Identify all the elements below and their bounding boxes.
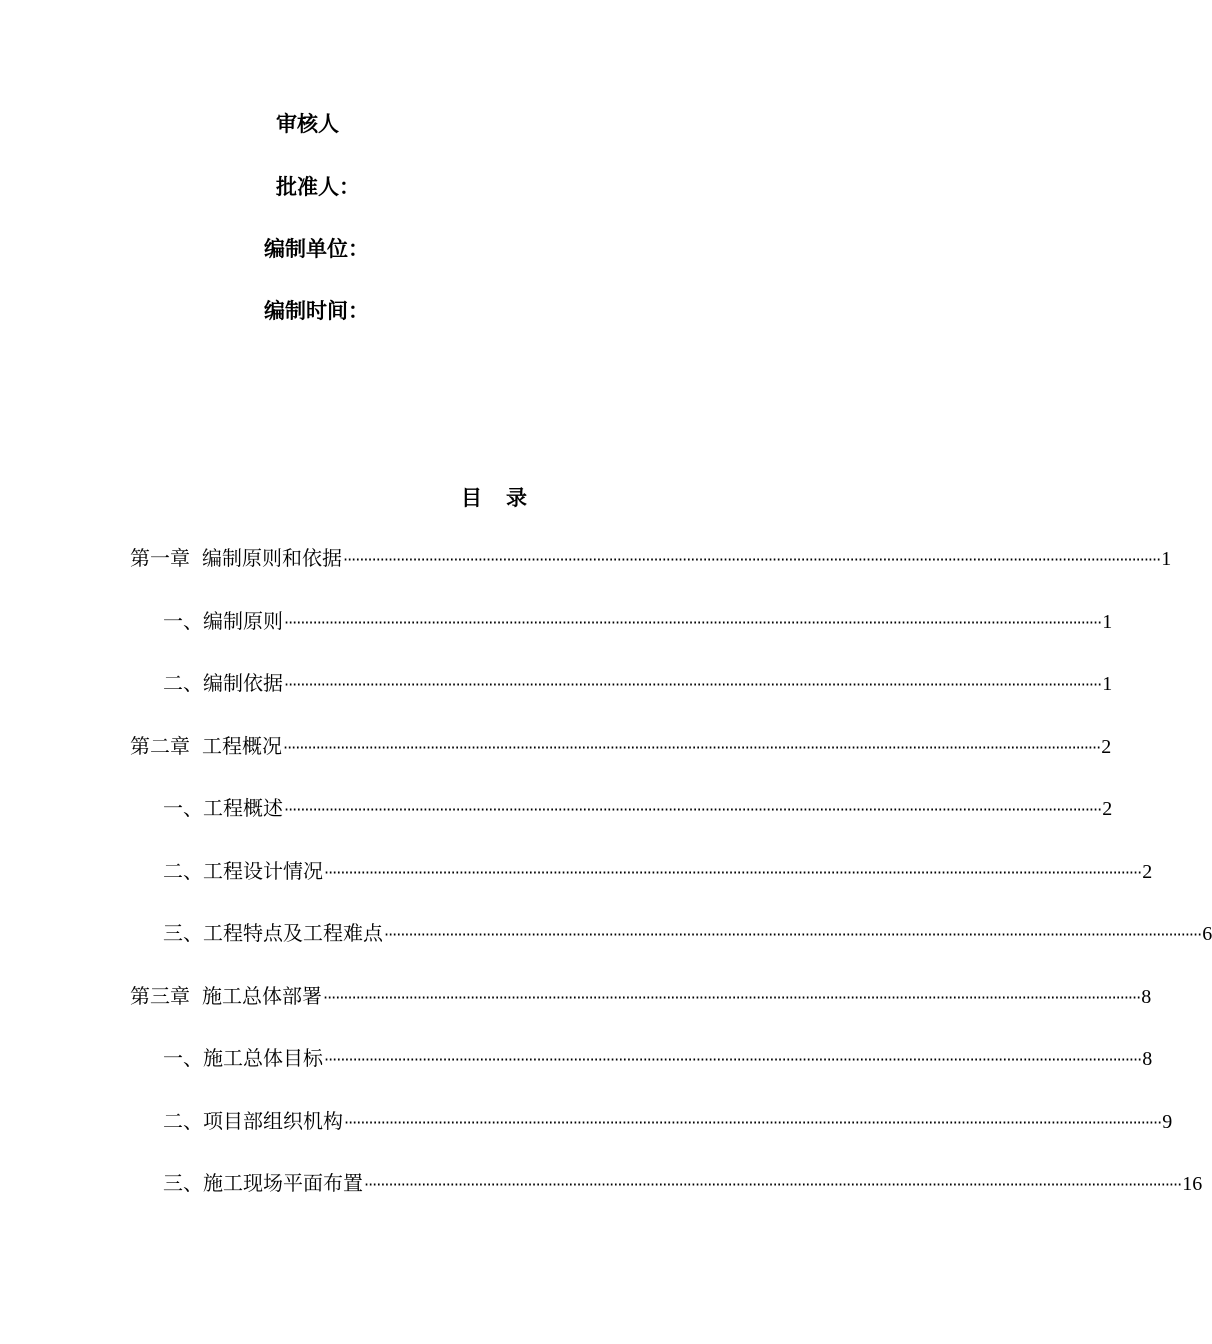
toc-entry[interactable] (130, 671, 1113, 736)
toc-entry-page: 1 (1102, 673, 1113, 695)
toc-entry-page: 8 (1142, 1048, 1153, 1070)
toc-entry-prefix: 二、 (163, 1108, 203, 1133)
toc-entry-prefix: 一、 (163, 1046, 203, 1070)
toc-entry-text: 编制原则 (203, 608, 283, 633)
toc-title-right: 录 (506, 485, 529, 510)
reviewer-label: 审核人 (276, 111, 339, 136)
toc-entry-page: 6 (1202, 923, 1212, 945)
toc-leader: ········································································································································································································ (283, 737, 1101, 757)
table-of-contents (130, 546, 1212, 1236)
toc-entry-prefix: 第二章 (130, 733, 190, 758)
toc-title-left: 目 (461, 485, 484, 510)
unit-label: 编制单位： (264, 236, 369, 261)
toc-entry[interactable] (130, 1171, 1203, 1236)
toc-entry-page: 1 (1161, 548, 1172, 570)
toc-entry[interactable] (130, 733, 1112, 799)
toc-leader: ········································································································································································································ (384, 925, 1202, 944)
toc-entry[interactable] (130, 921, 1212, 986)
toc-entry[interactable] (130, 1046, 1153, 1111)
toc-entry-text: 施工总体目标 (203, 1046, 323, 1070)
toc-entry[interactable] (130, 796, 1113, 861)
toc-entry-text: 编制依据 (203, 671, 283, 695)
toc-entry-prefix: 二、 (163, 858, 203, 883)
toc-entry-prefix: 三、 (163, 921, 203, 945)
toc-entry-prefix: 三、 (163, 1171, 203, 1195)
toc-entry[interactable] (130, 983, 1152, 1049)
toc-leader: ········································································································································································································ (324, 1050, 1142, 1069)
toc-leader: ········································································································································································································ (284, 675, 1102, 694)
approver-label: 批准人： (276, 174, 360, 199)
toc-entry-text: 工程特点及工程难点 (203, 921, 383, 945)
toc-entry-page: 1 (1102, 610, 1113, 633)
toc-leader: ········································································································································································································ (344, 1112, 1162, 1132)
toc-entry-text: 编制原则和依据 (202, 546, 342, 570)
toc-entry-text: 项目部组织机构 (203, 1108, 343, 1133)
toc-entry-page: 2 (1142, 860, 1153, 883)
toc-entry[interactable] (130, 608, 1113, 674)
toc-entry-text: 工程概述 (203, 796, 283, 820)
toc-entry-prefix: 二、 (163, 671, 203, 695)
toc-leader: ········································································································································································································ (364, 1175, 1182, 1194)
toc-leader: ········································································································································································································ (343, 550, 1161, 569)
toc-entry-prefix: 一、 (163, 796, 203, 820)
toc-entry[interactable] (130, 546, 1172, 611)
toc-leader: ········································································································································································································ (323, 987, 1141, 1007)
toc-entry-prefix: 第三章 (130, 983, 190, 1008)
toc-entry-prefix: 一、 (163, 608, 203, 633)
toc-leader: ········································································································································································································ (284, 800, 1102, 819)
toc-entry-text: 施工总体部署 (202, 983, 322, 1008)
toc-entry[interactable] (130, 1108, 1173, 1174)
toc-title (0, 487, 990, 508)
toc-entry-page: 2 (1102, 798, 1113, 820)
date-label: 编制时间： (264, 298, 369, 323)
toc-entry-text: 工程设计情况 (203, 858, 323, 883)
toc-leader: ········································································································································································································ (284, 612, 1102, 632)
toc-entry-text: 施工现场平面布置 (203, 1171, 363, 1195)
toc-entry-page: 2 (1101, 735, 1112, 758)
toc-entry-text: 工程概况 (202, 733, 282, 758)
toc-leader: ········································································································································································································ (324, 862, 1142, 882)
toc-entry-page: 16 (1182, 1173, 1203, 1195)
toc-entry-page: 8 (1141, 985, 1152, 1008)
toc-entry[interactable] (130, 858, 1153, 924)
toc-entry-prefix: 第一章 (130, 546, 190, 570)
toc-entry-page: 9 (1162, 1110, 1173, 1133)
